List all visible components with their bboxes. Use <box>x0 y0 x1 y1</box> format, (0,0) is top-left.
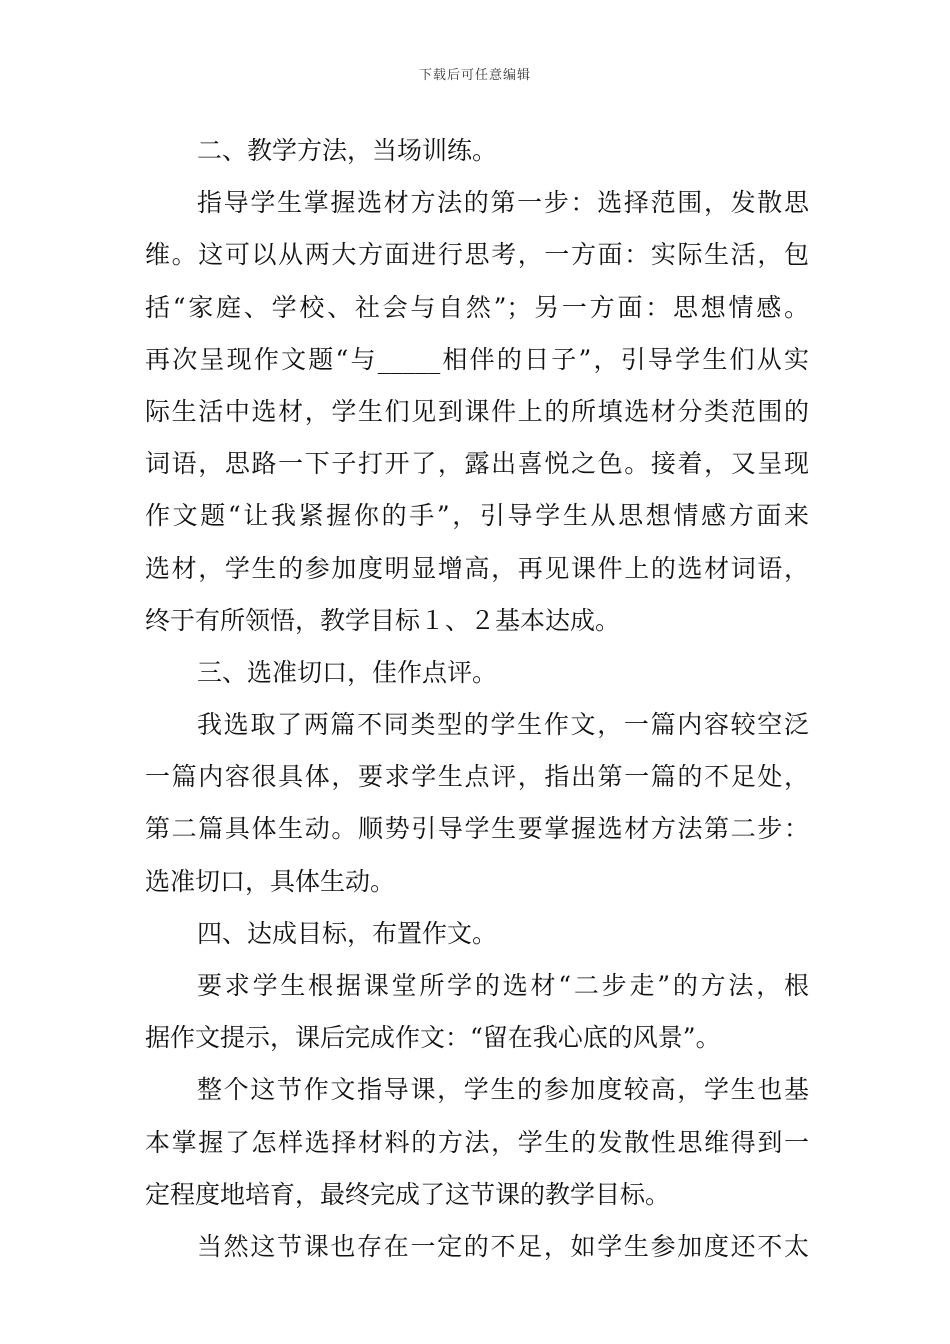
paragraph-line: 选准切口，具体生动。 <box>145 866 396 896</box>
section-heading: 四、达成目标，布置作文。 <box>197 918 498 948</box>
paragraph-line: 整个这节作文指导课，学生的参加度较高，学生也基 <box>197 1075 809 1105</box>
paragraph-line: 定程度地培育，最终完成了这节课的教学目标。 <box>145 1179 671 1209</box>
paragraph-line: 当然这节课也存在一定的不足，如学生参加度还不太 <box>197 1231 809 1261</box>
paragraph-line: 我选取了两篇不同类型的学生作文，一篇内容较空泛 <box>197 710 809 740</box>
paragraph-line: 作文题“让我紧握你的手”，引导学生从思想情感方面来 <box>145 501 809 531</box>
paragraph-line: 据作文提示，课后完成作文：“留在我心底的风景”。 <box>145 1023 721 1053</box>
paragraph-line: 一篇内容很具体，要求学生点评，指出第一篇的不足处， <box>145 762 809 792</box>
paragraph-line: 再次呈现作文题“与_____相伴的日子”，引导学生们从实 <box>145 344 809 374</box>
paragraph-line: 选材，学生的参加度明显增高，再见课件上的选材词语， <box>145 553 809 583</box>
paragraph-line: 维。这可以从两大方面进行思考，一方面：实际生活，包 <box>145 240 809 270</box>
section-heading: 二、教学方法，当场训练。 <box>197 136 498 165</box>
paragraph-line: 第二篇具体生动。顺势引导学生要掌握选材方法第二步： <box>145 814 809 844</box>
paragraph-line: 本掌握了怎样选择材料的方法，学生的发散性思维得到一 <box>145 1127 809 1157</box>
paragraph-line: 终于有所领悟，教学目标１、２基本达成。 <box>145 605 621 635</box>
paragraph-line: 指导学生掌握选材方法的第一步：选择范围，发散思 <box>197 188 809 218</box>
page-header: 下载后可任意编辑 <box>418 68 531 83</box>
paragraph-line: 词语，思路一下子打开了，露出喜悦之色。接着，又呈现 <box>145 449 809 479</box>
paragraph-line: 要求学生根据课堂所学的选材“二步走”的方法，根 <box>197 971 809 1000</box>
paragraph-line: 际生活中选材，学生们见到课件上的所填选材分类范围的 <box>145 396 809 426</box>
section-heading: 三、选准切口，佳作点评。 <box>197 657 498 687</box>
paragraph-line: 括“家庭、学校、社会与自然”；另一方面：思想情感。 <box>145 292 809 322</box>
document-body <box>145 125 809 1273</box>
